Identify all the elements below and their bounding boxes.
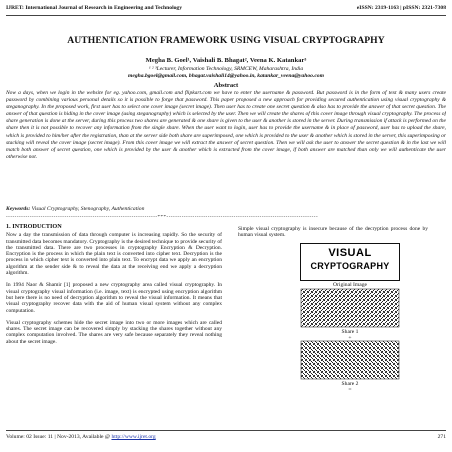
caption-share-1: Share 1 xyxy=(341,329,359,335)
paper-title: AUTHENTICATION FRAMEWORK USING VISUAL CRYPTOGRAPHY xyxy=(67,35,385,46)
footer-rule xyxy=(6,430,446,431)
journal-link[interactable]: http://www.ijret.org xyxy=(111,434,156,440)
caption-original-image: Original Image xyxy=(332,282,368,288)
introduction-heading: 1. INTRODUCTION xyxy=(6,223,62,230)
abstract-heading: Abstract xyxy=(213,82,239,89)
intro-paragraph: Visual cryptography schemes hide the secret image into two or more images which are called shares. The secret image can be recovered simply by stacking the shares together without any complex computation involved. The shares are very safe because separately they reveal nothing about the secret image. xyxy=(6,319,222,345)
introduction-section xyxy=(6,224,222,351)
keywords-label: Keywords: xyxy=(6,206,31,212)
keywords-text: Visual Cryptography, Stenography, Authentication xyxy=(31,206,145,212)
original-image xyxy=(300,243,400,281)
author-emails: megha.bgoel@gmail.com, bhagat.vaishali14@yahoo.in, katankar_veena@yahoo.com xyxy=(128,73,324,79)
keywords xyxy=(6,206,446,212)
intro-paragraph: Now a day the transmission of data through computer is increasing rapidly. So the security of transmitted data becomes mandatory. Cryptography is the desired technique to provide security of the transmitted data. There are two processes in cryptography Encryption & Decryption. Encryption is the process in which the plain text is converted into cipher text. Decryption is the process in which cipher text is converted into plain text. To encrypt data we apply an encryption algorithm at the sender side & to reveal the data at the receiving end we apply a decryption algorithm. xyxy=(6,232,222,277)
intro-paragraph: In 1994 Naor & Shamir [1] proposed a new cryptography area called visual cryptography. In visual cryptography visual information (i.e. image, text) is encrypted using encryption algorithm but here there is no need of decryption algorithm to reveal the visual information. It means that visual cryptography recover data with the aid of human visual system without any complex computation. xyxy=(6,282,222,314)
section-separator: ----------------------------------------------------------------------***---------------------------------------------------------------------- xyxy=(6,215,319,220)
header-rule xyxy=(6,15,446,16)
share-2-image xyxy=(300,340,400,380)
journal-name: IJRET: International Journal of Research in Engineering and Technology xyxy=(6,5,183,11)
original-image-word-2: CRYPTOGRAPHY xyxy=(310,261,390,271)
footer-volume-text: Volume: 02 Issue: 11 | Nov-2013, Available @ xyxy=(6,434,111,440)
page-footer xyxy=(6,434,446,440)
footer-volume xyxy=(6,434,156,440)
issn: eISSN: 2319-1163 | pISSN: 2321-7308 xyxy=(356,5,446,11)
original-image-word-1: VISUAL xyxy=(328,247,372,259)
authors: Megha B. Goel¹, Vaishali B. Bhagat², Veena K. Katankar³ xyxy=(145,57,307,64)
right-column-text: Simple visual cryptography is insecure because of the decryption process done by human visual system. xyxy=(238,226,428,239)
caption-share-2: Share 2 xyxy=(341,381,359,387)
share-1-image xyxy=(300,288,400,328)
journal-header xyxy=(6,5,446,11)
abstract-text: Now a days, when we login in the website for eg. yahoo.com, gmail.com and flipkart.com we have to enter the username & password. But password is in the form of text & many users create password by combining various personal details so it is possible to forge that password. This paper proposed a new approach for providing secured authentication using visual cryptography & steganography. In the proposed work, first user has to select one cover image (secret image). Then user has to create one secret question & also has to provide the answer of that secret question. The answer of that question is hiding in the cover image (using steganography) which is selected by the user. Then we will create the shares of this cover image through visual cryptography. The process of share generation is done at the server, during this process two shares are generated & one share is given to the user & another is stored in the server. During transmission if attack is performed on the share then it is not possible to recover any information from the single share. When the user want to login, user has to provide the username & in place of password, user has to upload the share, which is provided to him/her after the registration, than at the server side both share are superimposed, one which is provided to the user & another which is stored in the server, this superimposing or stacking will reveal the cover image (secret image). From this cover image we will extract the answer of secret question. Then we will ask the user to answer the secret question & in the last we will match both answer of secret question, one which is provided by the user & another which is extracted from the cover image, if both answer are matched than only we will authenticate the user otherwise not. xyxy=(6,90,446,160)
equals-mark: = xyxy=(348,387,352,393)
page-number: 271 xyxy=(437,434,446,440)
affiliation: ¹ ² ³Lecturer, Information Technology, SRMCEW, Maharashtra, India xyxy=(148,66,304,72)
plus-mark: + xyxy=(348,335,352,341)
